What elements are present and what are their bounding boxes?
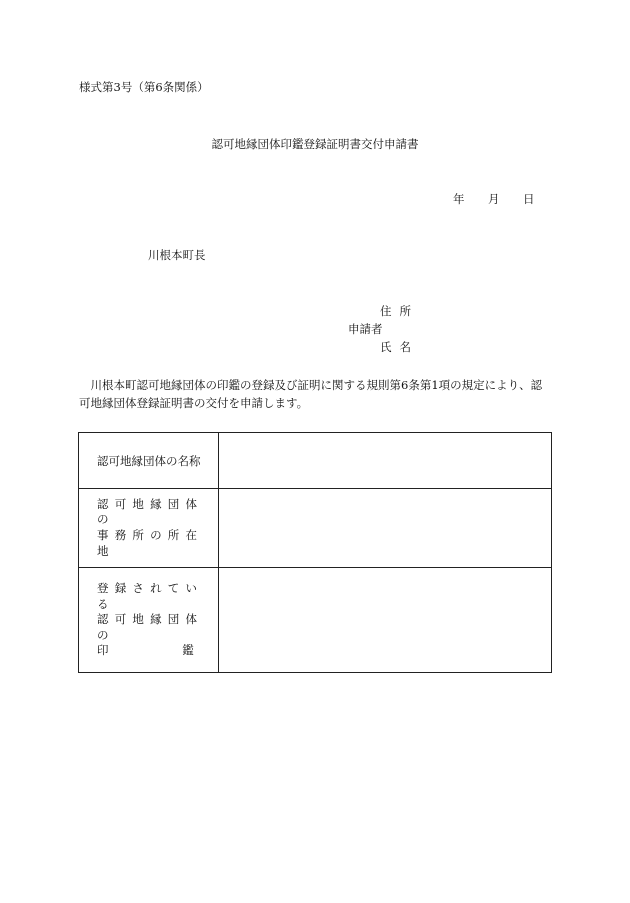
office-address-label-cell [79,489,219,568]
date-year-label: 年 [453,192,465,206]
date-month-label: 月 [488,192,500,206]
applicant-address-label: 住所 [380,304,419,318]
office-address-value-cell[interactable] [219,489,552,568]
registered-seal-label-cell [79,568,219,673]
date-day-label: 日 [523,192,535,206]
registered-seal-label-line-1: 登録されている [97,581,204,611]
table-row [79,433,552,489]
addressee: 川根本町長 [148,248,206,262]
office-address-label-line-2: 事務所の所在地 [97,528,204,558]
applicant-name-label: 氏名 [380,340,419,354]
form-number: 様式第3号（第6条関係） [79,80,209,94]
office-address-label-line-1: 認可地縁団体の [97,496,204,527]
application-statement: 川根本町認可地縁団体の印鑑の登録及び証明に関する規則第6条第1項の規定により、認可地縁団体登録証明書の交付を申請します。 [79,378,543,411]
seal-char-in: 印 [97,643,115,658]
document-title: 認可地縁団体印鑑登録証明書交付申請書 [211,137,419,151]
application-table [78,432,552,673]
group-name-label-cell [79,433,219,489]
registered-seal-label-line-2: 認可地縁団体の [97,612,204,642]
registered-seal-label-line-3 [97,643,200,659]
table-row [79,568,552,673]
group-name-label: 認可地縁団体の名称 [97,453,201,468]
seal-char-kan: 鑑 [182,643,200,658]
group-name-value-cell[interactable] [219,433,552,489]
table-row [79,489,552,568]
registered-seal-value-cell[interactable] [219,568,552,673]
applicant-label: 申請者 [348,322,383,336]
